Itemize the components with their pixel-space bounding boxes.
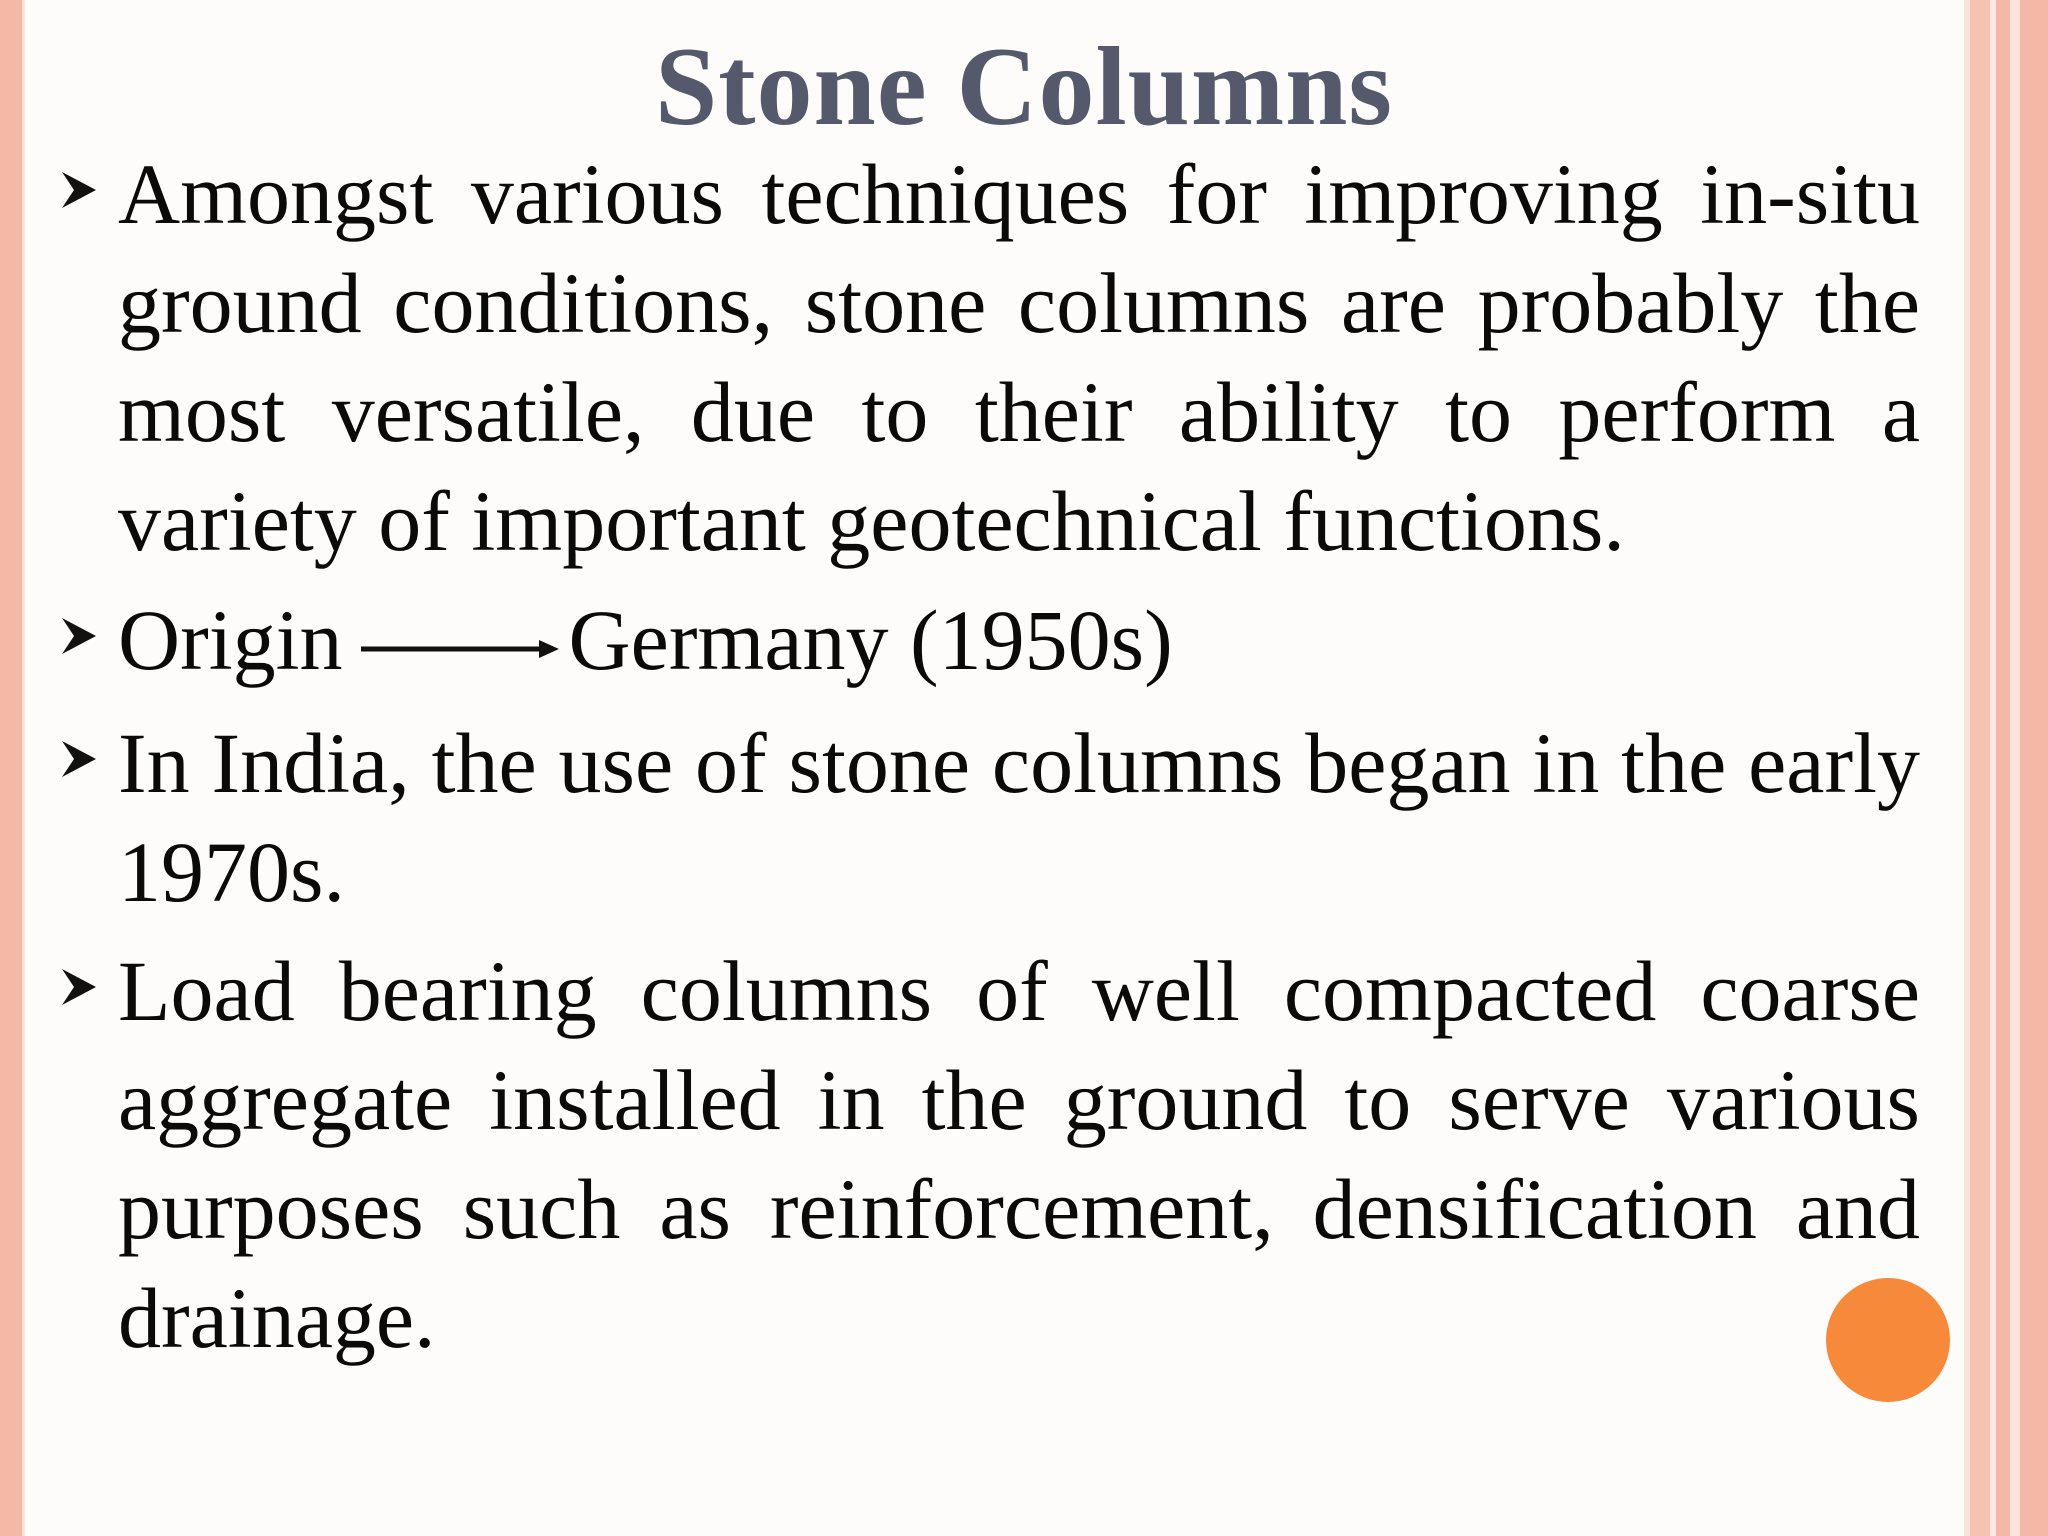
arrowhead-bullet-icon (60, 616, 98, 656)
bullet-item (60, 140, 1920, 576)
origin-value: Germany (1950s) (568, 592, 1173, 688)
origin-label: Origin (118, 592, 343, 688)
bullet-list (60, 140, 1920, 1383)
bullet-item (60, 709, 1920, 927)
bullet-text: Amongst various techniques for improving in-situ ground conditions, stone columns are probably the most versatile, due to their ability to perform a variety of important geotechnical functions. (118, 146, 1920, 569)
cursor-highlight (1826, 1278, 1950, 1402)
bullet-item (60, 937, 1920, 1373)
slide-title: Stone Columns (654, 25, 1394, 149)
bullet-item-origin (60, 586, 1920, 695)
arrowhead-bullet-icon (60, 739, 98, 779)
right-decorative-border (1964, 0, 2048, 1536)
right-arrow-icon (361, 634, 561, 664)
arrowhead-bullet-icon (60, 170, 98, 210)
bullet-text: Load bearing columns of well compacted coarse aggregate installed in the ground to serve various purposes such as reinforcement, densification and drainage. (118, 943, 1920, 1366)
bullet-text: In India, the use of stone columns began in the early 1970s. (118, 715, 1920, 920)
arrowhead-bullet-icon (60, 967, 98, 1007)
left-decorative-border (0, 0, 22, 1536)
